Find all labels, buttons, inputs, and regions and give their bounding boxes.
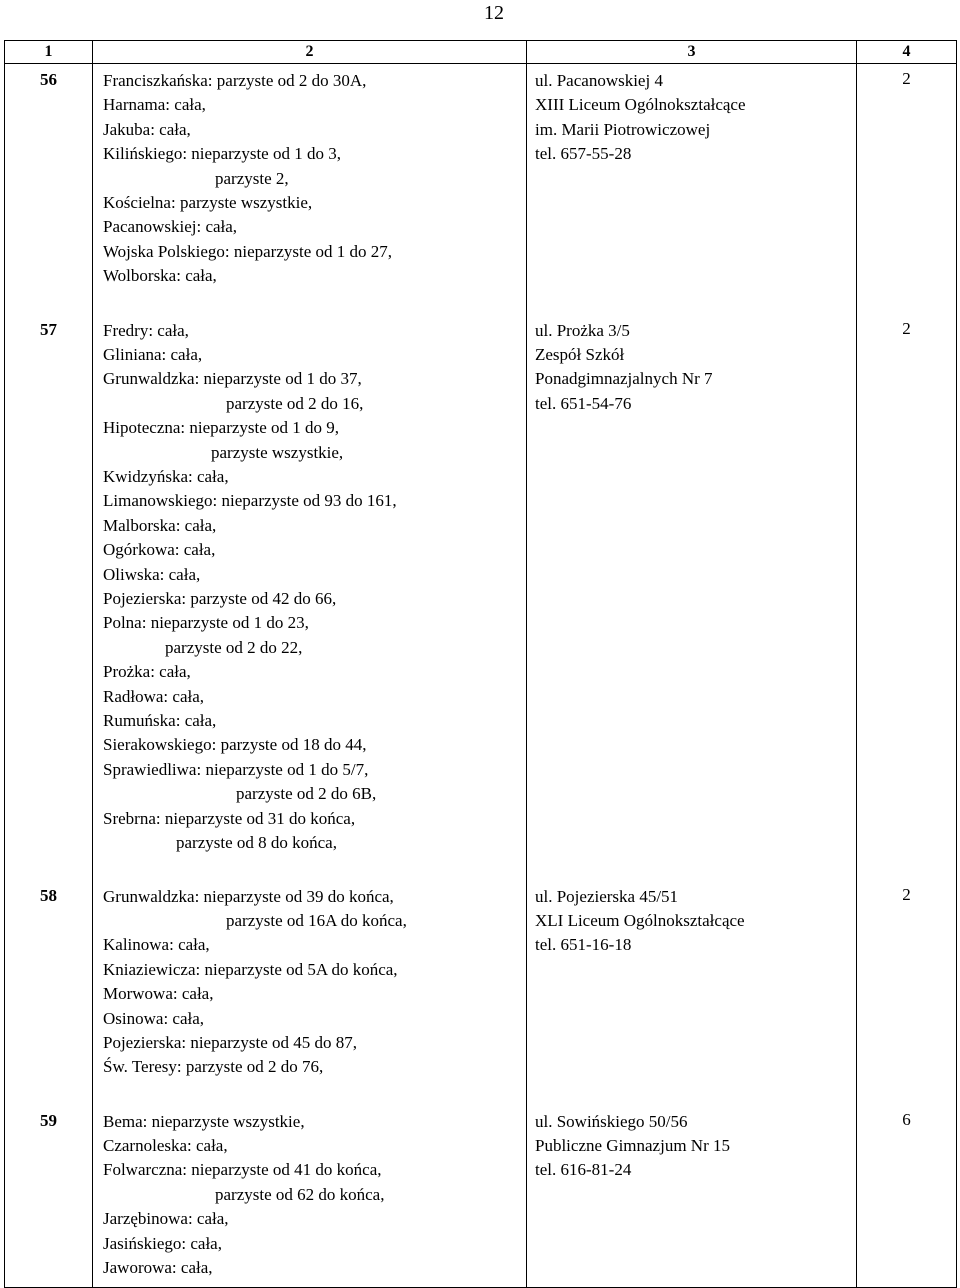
school-line: ul. Pojezierska 45/51 <box>535 886 679 906</box>
street-list <box>93 880 527 1105</box>
street-entry: Jaworowa: cała, <box>103 1257 213 1277</box>
school-line: tel. 657-55-28 <box>535 144 632 164</box>
district-table <box>4 40 957 1288</box>
street-entry: Malborska: cała, <box>103 515 217 535</box>
street-entry: Rumuńska: cała, <box>103 711 217 730</box>
street-entry: Sprawiedliwa: nieparzyste od 1 do 5/7, <box>103 759 369 779</box>
count-value: 6 <box>857 1105 957 1288</box>
district-number: 59 <box>5 1105 93 1288</box>
street-entry: parzyste 2, <box>215 168 289 188</box>
street-entry: Gliniana: cała, <box>103 344 203 364</box>
school-line: Ponadgimnazjalnych Nr 7 <box>535 369 713 389</box>
street-entry: Jakuba: cała, <box>103 119 191 139</box>
school-line: tel. 651-54-76 <box>535 393 632 413</box>
column-header: 1 <box>5 41 93 64</box>
street-entry: parzyste wszystkie, <box>211 442 344 462</box>
street-entry: Kalinowa: cała, <box>103 935 210 955</box>
street-entry: Kilińskiego: nieparzyste od 1 do 3, <box>103 144 341 164</box>
street-entry: Harnama: cała, <box>103 95 206 115</box>
street-entry: Sierakowskiego: parzyste od 18 do 44, <box>103 735 367 755</box>
street-entry: Oliwska: cała, <box>103 564 201 584</box>
header-row <box>5 41 957 64</box>
street-entry: parzyste od 2 do 6B, <box>236 784 377 804</box>
table-row <box>5 1105 957 1288</box>
street-entry: Kościelna: parzyste wszystkie, <box>103 193 313 213</box>
page-number: 12 <box>484 2 504 24</box>
street-entry: Franciszkańska: parzyste od 2 do 30A, <box>103 71 367 90</box>
table-row <box>5 64 957 314</box>
school-info <box>527 1105 857 1288</box>
school-line: ul. Prożka 3/5 <box>535 320 630 340</box>
school-line: XIII Liceum Ogólnokształcące <box>535 95 746 115</box>
street-entry: Czarnoleska: cała, <box>103 1135 228 1155</box>
street-entry: Grunwaldzka: nieparzyste od 1 do 37, <box>103 369 362 389</box>
street-entry: Osinowa: cała, <box>103 1008 205 1028</box>
school-line: Zespół Szkół <box>535 344 625 364</box>
street-list <box>93 314 527 880</box>
street-entry: Św. Teresy: parzyste od 2 do 76, <box>103 1057 324 1077</box>
street-entry: Jarzębinowa: cała, <box>103 1209 229 1229</box>
district-number: 58 <box>5 880 93 1105</box>
street-entry: Polna: nieparzyste od 1 do 23, <box>103 613 309 633</box>
street-entry: parzyste od 2 do 16, <box>226 393 364 413</box>
street-entry: Jasińskiego: cała, <box>103 1233 222 1253</box>
street-list <box>93 64 527 314</box>
street-entry: Pojezierska: parzyste od 42 do 66, <box>103 588 337 608</box>
street-entry: Grunwaldzka: nieparzyste od 39 do końca, <box>103 886 394 906</box>
table-row <box>5 314 957 880</box>
street-entry: Pacanowskiej: cała, <box>103 217 238 237</box>
street-entry: parzyste od 2 do 22, <box>165 637 303 657</box>
street-entry: parzyste od 8 do końca, <box>176 833 337 853</box>
school-line: ul. Sowińskiego 50/56 <box>535 1111 688 1131</box>
district-number: 56 <box>5 64 93 314</box>
count-value: 2 <box>857 880 957 1105</box>
school-info <box>527 314 857 880</box>
street-entry: Bema: nieparzyste wszystkie, <box>103 1111 305 1131</box>
street-entry: Folwarczna: nieparzyste od 41 do końca, <box>103 1160 382 1180</box>
street-entry: Prożka: cała, <box>103 662 191 682</box>
street-entry: Wojska Polskiego: nieparzyste od 1 do 27, <box>103 241 393 261</box>
table-row <box>5 880 957 1105</box>
street-entry: parzyste od 62 do końca, <box>215 1184 385 1204</box>
column-header: 4 <box>857 41 957 64</box>
school-line: ul. Pacanowskiej 4 <box>535 71 663 90</box>
column-header: 2 <box>93 41 527 64</box>
street-entry: Radłowa: cała, <box>103 686 205 706</box>
street-list <box>93 1105 527 1288</box>
street-entry: Kniaziewicza: nieparzyste od 5A do końca, <box>103 959 398 979</box>
count-value: 2 <box>857 314 957 880</box>
school-line: XLI Liceum Ogólnokształcące <box>535 910 745 930</box>
count-value: 2 <box>857 64 957 314</box>
school-info <box>527 880 857 1105</box>
school-line: tel. 616-81-24 <box>535 1160 632 1180</box>
street-entry: Pojezierska: nieparzyste od 45 do 87, <box>103 1032 357 1052</box>
street-entry: parzyste od 16A do końca, <box>226 910 407 930</box>
street-entry: Morwowa: cała, <box>103 984 214 1004</box>
column-header: 3 <box>527 41 857 64</box>
street-entry: Ogórkowa: cała, <box>103 540 216 560</box>
street-entry: Wolborska: cała, <box>103 266 217 286</box>
street-entry: Srebrna: nieparzyste od 31 do końca, <box>103 808 356 828</box>
street-entry: Limanowskiego: nieparzyste od 93 do 161, <box>103 491 397 511</box>
school-line: im. Marii Piotrowiczowej <box>535 119 711 139</box>
school-line: Publiczne Gimnazjum Nr 15 <box>535 1135 730 1155</box>
school-info <box>527 64 857 314</box>
street-entry: Kwidzyńska: cała, <box>103 466 229 486</box>
district-number: 57 <box>5 314 93 880</box>
school-line: tel. 651-16-18 <box>535 935 632 955</box>
street-entry: Hipoteczna: nieparzyste od 1 do 9, <box>103 418 340 438</box>
street-entry: Fredry: cała, <box>103 320 189 340</box>
